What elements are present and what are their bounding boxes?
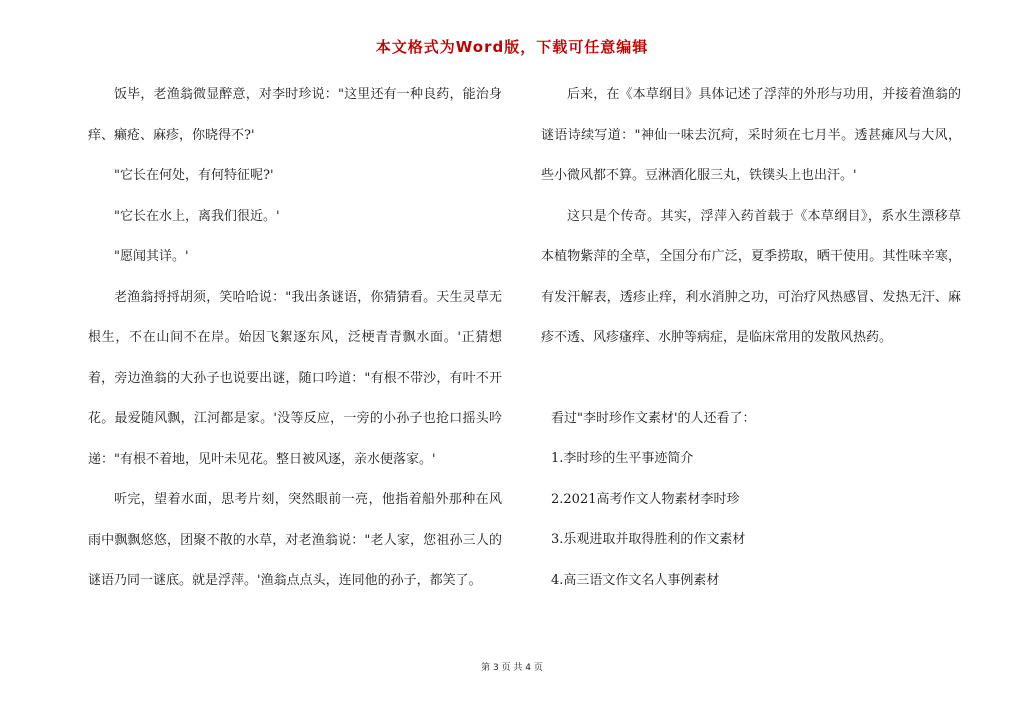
- spacer: [541, 359, 961, 399]
- related-link-2[interactable]: 2.2021高考作文人物素材李时珍: [551, 491, 740, 507]
- related-link-1[interactable]: 1.李时珍的生平事迹简介: [551, 451, 694, 466]
- paragraph: "它长在水上，离我们很近。': [114, 208, 280, 224]
- paragraph: 饭毕，老渔翁微显醉意，对李时珍说："这里还有一种良药，能治身痒、癞疮、麻疹，你晓得不?': [88, 87, 502, 143]
- left-column: [88, 75, 502, 602]
- paragraph: 这只是个传奇。其实，浮萍入药首载于《本草纲目》，系水生漂移草本植物紫萍的全草，全国分布广泛，夏季捞取，晒干使用。其性味辛寒，有发汗解表，透疹止痒，利水消肿之功，可治疗风热感冒、发热无汗、麻疹不透、风疹瘙痒、水肿等病症，是临床常用的发散风热药。: [541, 208, 961, 345]
- related-title: 看过"李时珍作文素材'的人还看了：: [551, 410, 756, 426]
- related-link-3[interactable]: 3.乐观进取并取得胜利的作文素材: [551, 532, 746, 547]
- right-column: [541, 75, 961, 601]
- paragraph: 后来，在《本草纲目》具体记述了浮萍的外形与功用，并接着渔翁的谜语诗续写道："神仙一味去沉疴，采时须在七月半。透甚瘫风与大风，些小微风都不算。豆淋酒化服三丸，铁镤头上也出汗。': [541, 87, 961, 183]
- paragraph: "愿闻其详。': [114, 249, 189, 264]
- paragraph: 听完，望着水面，思考片刻，突然眼前一亮，他指着船外那种在风雨中飘飘悠悠，团聚不散的水草，对老渔翁说："老人家，您祖孙三人的谜语乃同一谜底。就是浮萍。'渔翁点点头，连同他的孙子，都笑了。: [88, 492, 502, 588]
- paragraph: 老渔翁捋捋胡须，笑哈哈说："我出条谜语，你猜猜看。天生灵草无根生，不在山间不在岸。始因飞絮逐东风，泛梗青青飘水面。'正猜想着，旁边渔翁的大孙子也说要出谜，随口吟道："有根不带沙，有叶不开花。最爱随风飘，江河都是家。'没等反应，一旁的小孙子也抢口摇头吟递："有根不着地，见叶未见花。整日被风逐，亲水便落家。': [88, 289, 502, 467]
- document-banner: 本文格式为Word版，下载可任意编辑: [375, 38, 649, 56]
- page-number: 第 3 页 共 4 页: [481, 663, 543, 673]
- related-link-4[interactable]: 4.高三语文作文名人事例素材: [551, 572, 720, 588]
- paragraph: "它长在何处，有何特征呢?': [114, 168, 274, 183]
